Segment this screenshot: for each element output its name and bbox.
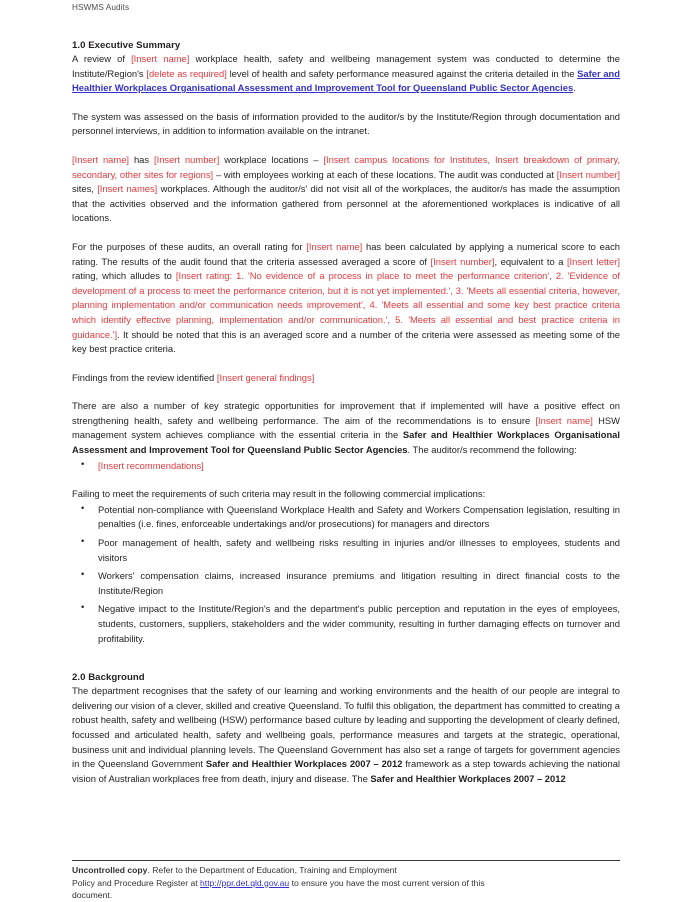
page-footer <box>72 860 620 902</box>
list-item: • Negative impact to the Institute/Region's and the department's public perception and reputation in the eyes of employees, students, customers, suppliers, stakeholders and the wider community, resulting in further damaging effects on turnover and profitability. <box>72 602 620 646</box>
placeholder-text: [Insert number] <box>153 153 220 165</box>
recommendations-list <box>72 459 620 474</box>
footer-divider <box>72 860 620 861</box>
paragraph-system-assessed <box>72 110 620 139</box>
body-text: . The auditor/s recommend the following: <box>407 444 577 456</box>
placeholder-text: [Insert number] <box>430 255 495 267</box>
body-text: workplace locations – <box>219 153 324 165</box>
inline-link[interactable]: Safer and Healthier Workplaces Organisational Assessment and Improvement Tool for Queensland Public Sector Agencies <box>72 67 620 94</box>
list-item: • Poor management of health, safety and wellbeing risks resulting in injuries and/or illnesses to employees, students and visitors <box>72 536 620 565</box>
ppr-register-link[interactable]: http://ppr.det.qld.gov.au <box>200 877 290 888</box>
placeholder-text: [Insert name] <box>535 414 593 426</box>
footer-line-register <box>72 877 620 890</box>
placeholder-text: [Insert names] <box>97 183 158 195</box>
body-text: framework as a step towards achieving the national vision of Australian workplaces free from death, injury and disease. The <box>72 758 620 784</box>
footer-bold-label: Uncontrolled copy <box>72 865 148 875</box>
placeholder-text: [Insert campus locations for Institutes, Insert breakdown of primary, secondary, other sites for regions] <box>72 153 620 180</box>
page-header: HSWMS Audits <box>72 3 130 12</box>
body-text: A review of <box>72 53 132 64</box>
placeholder-text: [delete as required] <box>146 67 227 79</box>
body-text: workplaces. Although the auditor/s' did not visit all of the workplaces, the auditor/s has made the assumption that the activities observed and the information gathered from personnel at the aforementioned workplaces is indicative of all locations. <box>72 183 620 224</box>
body-text: The system was assessed on the basis of information provided to the auditor/s by the Institute/Region through documentation and personnel interviews, in addition to information available on the intranet. <box>72 110 620 137</box>
footer-line-document: document. <box>72 890 113 901</box>
body-text: HSW management system achieves compliance with the essential criteria in the <box>72 414 620 441</box>
footer-line2-post: to ensure you have the most current version of this <box>289 877 485 888</box>
placeholder-text: [Insert number] <box>556 168 620 180</box>
bold-text: Safer and Healthier Workplaces 2007 – 2012 <box>205 758 403 770</box>
placeholder-text: [Insert name] <box>72 153 130 165</box>
placeholder-text: [Insert name] <box>306 240 363 252</box>
body-text: , equivalent to a <box>494 255 567 267</box>
body-text: has been calculated by applying a numerical score to each rating. The results of the audit found that the criteria assessed averaged a score of <box>72 240 620 267</box>
implications-list <box>72 503 620 646</box>
paragraph-overall-rating <box>72 240 620 357</box>
body-text: rating, which alludes to <box>72 270 176 282</box>
footer-line-uncontrolled-copy <box>72 864 620 877</box>
list-item: • Potential non-compliance with Queensland Workplace Health and Safety and Workers Compensation legislation, resulting in penalties (i.e. fines, enforceable undertakings and/or prosecutions) for managers and directors <box>72 503 620 532</box>
placeholder-text: [Insert general findings] <box>216 371 315 383</box>
body-text: The department recognises that the safety of our learning and working environments and the health of our people are integral to delivering our vision of a clever, skilled and creative Queensland. To fulfil this obligation, the department has committed to creating a robust health, safety and wellbeing (HSW) performance based culture by leading and supporting the development of clearly defined, focussed and articulated health, safety and wellbeing goals, performance measures and targets at the strategic, operational, business unit and individual planning levels. The Queensland Government has also set a range of targets for government agencies in the Queensland Government <box>72 685 620 770</box>
heading-background: 2.0 Background <box>72 672 145 684</box>
body-text: level of health and safety performance measured against the criteria detailed in the <box>226 67 578 79</box>
body-text: . It should be noted that this is an averaged score and a number of the criteria were assessed as meeting some of the key best practice criteria. <box>72 328 620 355</box>
placeholder-text: [Insert name] <box>131 53 190 64</box>
body-text: Findings from the review identified <box>72 371 217 383</box>
body-text: sites, <box>72 183 98 195</box>
paragraph-review-intro <box>72 52 620 96</box>
paragraph-strategic-opportunities <box>72 399 620 457</box>
list-item: • Workers' compensation claims, increased insurance premiums and litigation resulting in direct financial costs to the Institute/Region <box>72 569 620 598</box>
heading-executive-summary: 1.0 Executive Summary <box>72 40 181 51</box>
paragraph-findings <box>72 371 620 386</box>
body-text: – with employees working at each of these locations. The audit was conducted at <box>213 168 557 180</box>
list-item: • [Insert recommendations] <box>72 459 620 474</box>
bold-text: Safer and Healthier Workplaces 2007 – 2012 <box>370 772 566 784</box>
placeholder-text: [Insert rating: 1. 'No evidence of a process in place to meet the performance criterion', 2. 'Evidence of development of a process to meet the performance criterion, but it is not yet implemented.', 3. 'Meets all essential criteria, however, planning implementation and/or communication needs improvement', 4. 'Meets all essential and some key best practice criteria which identify effective planning, implementation and/or communication.', 5. 'Meets all essential and best practice criteria in guidance.'] <box>72 270 620 340</box>
body-text: There are also a number of key strategic opportunities for improvement that if implemented will have a positive effect on strengthening health, safety and wellbeing performance. The aim of the recommendations is to ensure <box>72 400 620 426</box>
paragraph-workplace-locations <box>72 153 620 226</box>
document-body <box>72 40 620 786</box>
placeholder-text: [Insert letter] <box>566 255 620 267</box>
body-text: . <box>573 82 576 94</box>
paragraph-background-body <box>72 684 620 786</box>
footer-line1-rest: . Refer to the Department of Education, Training and Employment <box>147 865 397 875</box>
body-text: has <box>129 153 154 165</box>
footer-line2-pre: Policy and Procedure Register at <box>72 877 201 888</box>
bold-text: Safer and Healthier Workplaces Organisational Assessment and Improvement Tool for Queensland Public Sector Agencies <box>72 429 620 456</box>
body-text: For the purposes of these audits, an overall rating for <box>72 240 307 252</box>
paragraph-commercial-implications-intro: Failing to meet the requirements of such criteria may result in the following commercial implications: <box>72 488 486 500</box>
body-text: workplace health, safety and wellbeing management system was conducted to determine the Institute/Region's <box>72 53 620 79</box>
